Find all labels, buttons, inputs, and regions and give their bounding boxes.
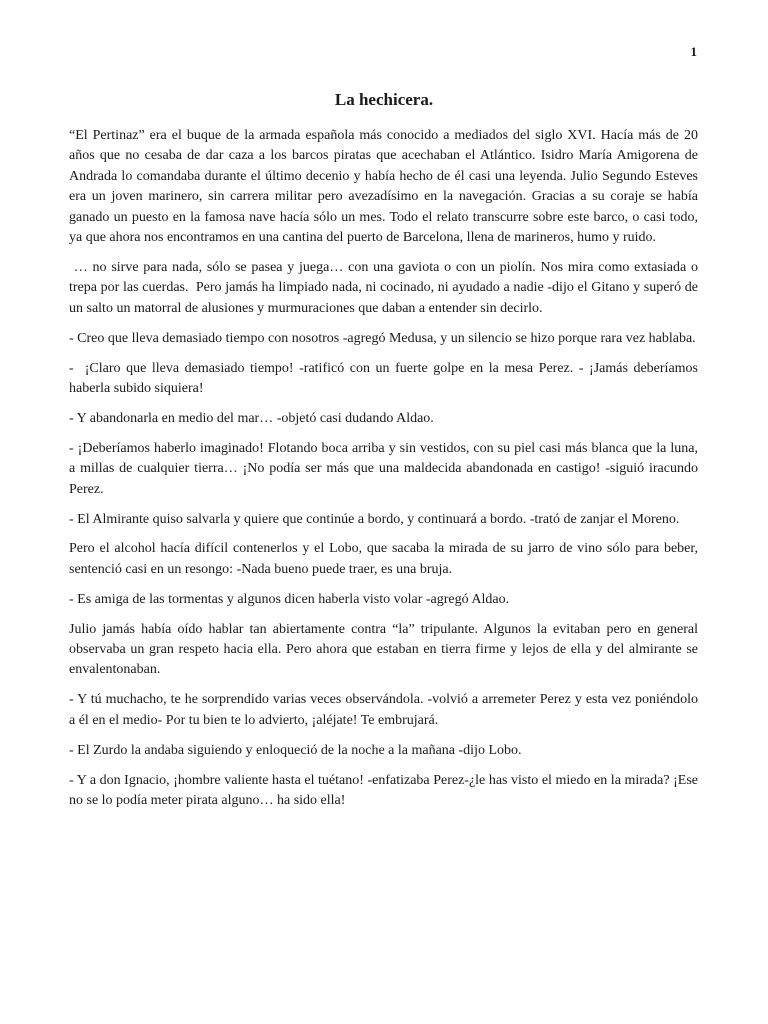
document-title: La hechicera. bbox=[334, 90, 434, 109]
document-body bbox=[69, 126, 702, 821]
paragraph: “El Pertinaz” era el buque de la armada española más conocido a mediados del siglo XVI. Hacía más de 20 años que no cesaba de dar caza a los barcos piratas que acechaban el Atlántico. Isidro María Amigorena de Andrada lo comandaba durante el último decenio y había hecho de él casi una leyenda. Julio Segundo Esteves era un joven marinero, sin carrera militar pero avezadísimo en la navegación. Gracias a su coraje se había ganado un puesto en la famosa nave hacía sólo un mes. Todo el relato transcurre sobre este barco, o casi todo, ya que ahora nos encontramos en una cantina del puerto de Barcelona, llena de marineros, humo y ruido. bbox=[69, 128, 698, 246]
paragraph: … no sirve para nada, sólo se pasea y juega… con una gaviota o con un piolín. Nos mira como extasiada o trepa por las cuerdas. Pero jamás ha limpiado nada, ni cocinado, ni ayudado a nadie -dijo el Gitano y superó de un salto un matorral de alusiones y murmuraciones que daban a entender sin decirlo. bbox=[69, 259, 702, 316]
paragraph: - El Zurdo la andaba siguiendo y enloqueció de la noche a la mañana -dijo Lobo. bbox=[69, 742, 522, 758]
paragraph: - Y abandonarla en medio del mar… -objetó casi dudando Aldao. bbox=[69, 410, 434, 426]
paragraph: Pero el alcohol hacía difícil contenerlos y el Lobo, que sacaba la mirada de su jarro de vino sólo para beber, sentenció casi en un resongo: -Nada bueno puede traer, es una bruja. bbox=[69, 541, 698, 577]
paragraph: Julio jamás había oído hablar tan abiertamente contra “la” tripulante. Algunos la evitaban pero en general observaba un gran respeto hacia ella. Pero ahora que estaban en tierra firme y lejos de ella y del almirante se envalentonaban. bbox=[69, 621, 698, 678]
paragraph: - Y a don Ignacio, ¡hombre valiente hasta el tuétano! -enfatizaba Perez-¿le has visto el miedo en la mirada? ¡Ese no se lo podía meter pirata alguno… ha sido ella! bbox=[69, 772, 698, 808]
paragraph: - ¡Claro que lleva demasiado tiempo! -ratificó con un fuerte golpe en la mesa Perez. - ¡Jamás deberíamos haberla subido siquiera! bbox=[69, 360, 702, 396]
paragraph: - ¡Deberíamos haberlo imaginado! Flotando boca arriba y sin vestidos, con su piel casi más blanca que la luna, a millas de cualquier tierra… ¡No podía ser más que una maldecida abandonada en castigo! -siguió iracundo Perez. bbox=[69, 440, 698, 497]
paragraph: - Creo que lleva demasiado tiempo con nosotros -agregó Medusa, y un silencio se hizo porque rara vez hablaba. bbox=[69, 330, 696, 346]
paragraph: - Y tú muchacho, te he sorprendido varias veces observándola. -volvió a arremeter Perez y esta vez poniéndolo a él en el medio- Por tu bien te lo advierto, ¡aléjate! Te embrujará. bbox=[69, 692, 698, 728]
paragraph: - El Almirante quiso salvarla y quiere que continúe a bordo, y continuará a bordo. -trató de zanjar el Moreno. bbox=[69, 511, 680, 527]
paragraph: - Es amiga de las tormentas y algunos dicen haberla visto volar -agregó Aldao. bbox=[69, 591, 510, 607]
page-number: 1 bbox=[690, 44, 697, 59]
